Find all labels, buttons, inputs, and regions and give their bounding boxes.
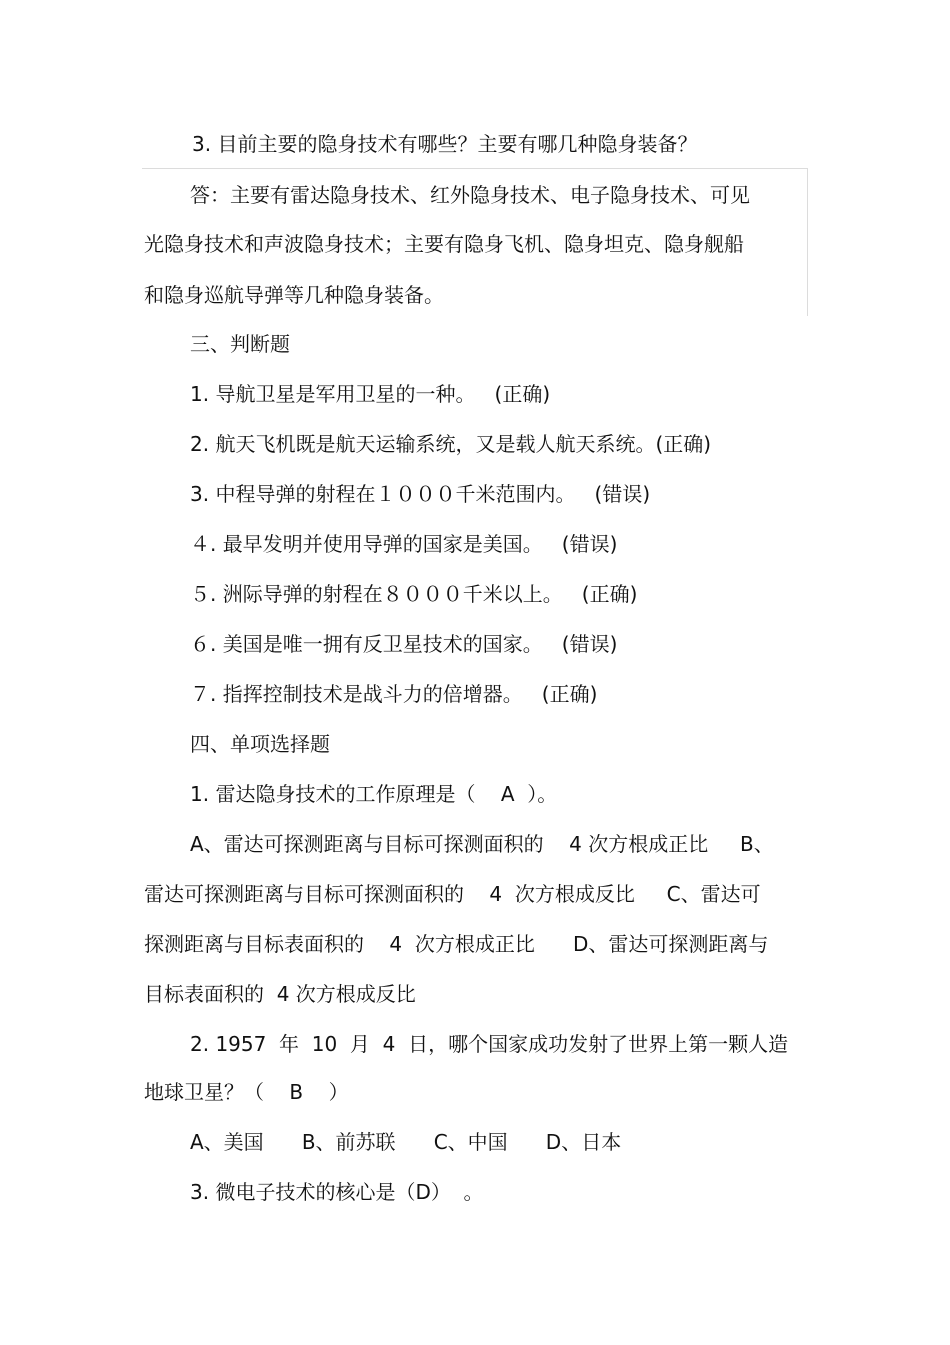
choice-q1-stem: 1. 雷达隐身技术的工作原理是（ A ）。 (190, 782, 558, 806)
choice-q1-options-line: 探测距离与目标表面积的 4 次方根成正比 D、雷达可探测距离与 (144, 932, 769, 956)
choice-q3-stem: 3. 微电子技术的核心是（D） 。 (190, 1180, 484, 1204)
answer-line-3: 和隐身巡航导弹等几种隐身装备。 (144, 283, 444, 307)
choice-q1-options-line: 目标表面积的 4 次方根成反比 (144, 982, 416, 1006)
tf-item: ４. 最早发明并使用导弹的国家是美国。 (错误) (190, 532, 618, 556)
question-3-heading: 3. 目前主要的隐身技术有哪些？主要有哪几种隐身装备？ (192, 132, 698, 156)
choice-q2-stem-line: 2. 1957 年 10 月 4 日，哪个国家成功发射了世界上第一颗人造 (190, 1032, 789, 1056)
tf-item: 1. 导航卫星是军用卫星的一种。 (正确) (190, 382, 551, 406)
section-title-single-choice: 四、单项选择题 (190, 732, 330, 756)
answer-line-1: 答：主要有雷达隐身技术、红外隐身技术、电子隐身技术、可见 (190, 183, 750, 207)
answer-line-2: 光隐身技术和声波隐身技术；主要有隐身飞机、隐身坦克、隐身舰船 (144, 232, 744, 256)
tf-item: ５. 洲际导弹的射程在８０００千米以上。 (正确) (190, 582, 638, 606)
choice-q2-stem-line: 地球卫星？（ B ） (144, 1080, 349, 1104)
tf-item: ６. 美国是唯一拥有反卫星技术的国家。 (错误) (190, 632, 618, 656)
tf-item: ７. 指挥控制技术是战斗力的倍增器。 (正确) (190, 682, 598, 706)
tf-item: 3. 中程导弹的射程在１０００千米范围内。 (错误) (190, 482, 651, 506)
choice-q2-options: A、美国 B、前苏联 C、中国 D、日本 (190, 1130, 622, 1154)
section-title-true-false: 三、判断题 (190, 332, 290, 356)
tf-item: 2. 航天飞机既是航天运输系统，又是载人航天系统。(正确) (190, 432, 712, 456)
choice-q1-options-line: A、雷达可探测距离与目标可探测面积的 4 次方根成正比 B、 (190, 832, 774, 856)
choice-q1-options-line: 雷达可探测距离与目标可探测面积的 4 次方根成反比 C、雷达可 (144, 882, 761, 906)
